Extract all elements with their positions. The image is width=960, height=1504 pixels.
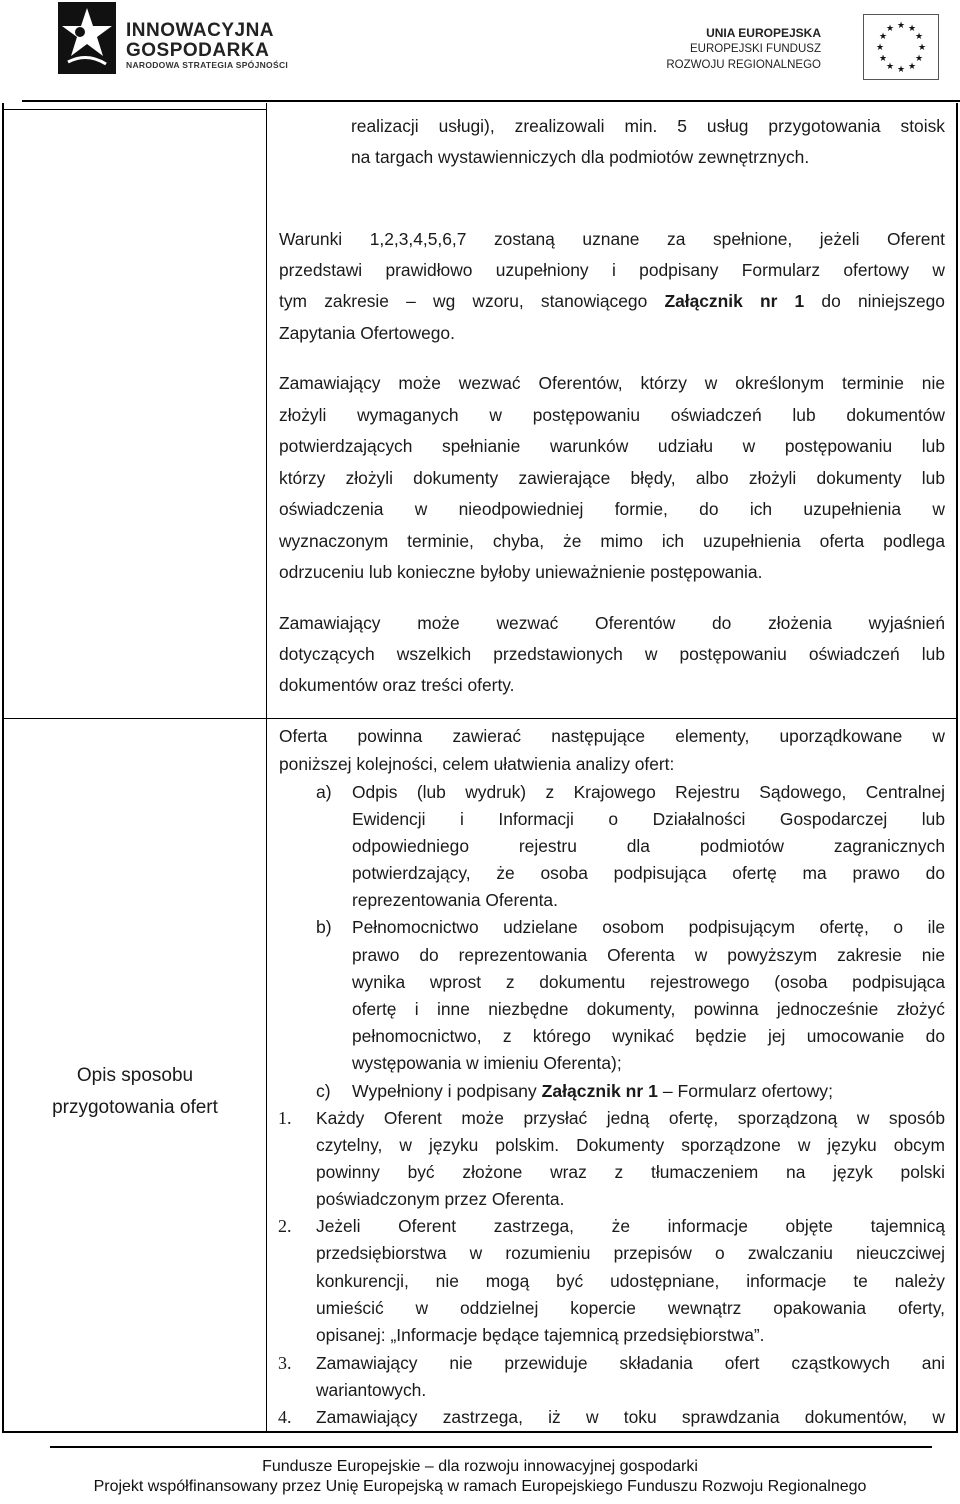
list-number: 3. — [278, 1353, 292, 1373]
text-line: dotyczących wszelkich przedstawionych w postępowaniu oświadczeń lub — [279, 644, 945, 664]
attachment-reference: Załącznik nr 1 — [541, 1081, 658, 1101]
eu-logo-line-3: ROZWOJU REGIONALNEGO — [666, 59, 821, 71]
text-line: Oferta powinna zawierać następujące elementy, uporządkowane w — [279, 726, 945, 746]
page-header — [0, 0, 960, 95]
svg-text:★: ★ — [875, 43, 885, 53]
text-line: złożyli wymaganych w postępowaniu oświadczeń lub dokumentów — [279, 405, 945, 425]
svg-text:★: ★ — [896, 65, 906, 75]
text-line: oświadczenia w nieodpowiedniej formie, do ich uzupełnienia w — [279, 499, 945, 519]
svg-text:★: ★ — [885, 24, 895, 34]
attachment-reference: Załącznik nr 1 — [664, 291, 805, 311]
row-label-line: Opis sposobu — [76, 1065, 194, 1086]
text-line: Pełnomocnictwo udzielane osobom podpisującym ofertę, o ile — [352, 917, 945, 937]
text-line: dokumentów oraz treści oferty. — [279, 675, 515, 695]
list-marker: a) — [316, 782, 332, 802]
text-line: Odpis (lub wydruk) z Krajowego Rejestru Sądowego, Centralnej — [352, 782, 945, 802]
footer-line-2: Projekt współfinansowany przez Unię Europejską w ramach Europejskiego Funduszu Rozwoju Regionalnego — [93, 1478, 867, 1495]
text-line: Zamawiający może wezwać Oferentów do złożenia wyjaśnień — [279, 613, 945, 633]
svg-text:★: ★ — [907, 62, 917, 72]
header-rule — [22, 100, 960, 102]
text-line: reprezentowania Oferenta. — [352, 890, 558, 910]
svg-text:★: ★ — [885, 62, 895, 72]
text-line: Zamawiający może wezwać Oferentów, którzy w określonym terminie nie — [279, 373, 945, 393]
text-line: konkurencji, nie mogą być udostępniane, informacje te należy — [316, 1271, 945, 1291]
text-line: Warunki 1,2,3,4,5,6,7 zostaną uznane za spełnione, jeżeli Oferent — [279, 229, 945, 249]
svg-text:★: ★ — [878, 54, 888, 64]
table-row-divider — [266, 718, 958, 719]
svg-text:★: ★ — [896, 21, 906, 31]
text-line: odpowiedniego rejestru dla podmiotów zagranicznych — [352, 836, 945, 856]
eu-logo-line-1: UNIA EUROPEJSKA — [706, 26, 821, 40]
svg-text:★: ★ — [907, 24, 917, 34]
table-border — [2, 1431, 958, 1433]
text-line: przedstawi prawidłowo uzupełniony i podpisany Formularz ofertowy w — [279, 260, 945, 280]
text-line: Zapytania Ofertowego. — [279, 323, 455, 343]
list-number: 2. — [278, 1216, 292, 1236]
row-label-line: przygotowania ofert — [52, 1097, 218, 1118]
list-marker: b) — [316, 917, 332, 937]
text-line: poświadczonym przez Oferenta. — [316, 1189, 565, 1209]
innowacyjna-gospodarka-logo — [58, 2, 298, 80]
text-line: opisanej: „Informacje będące tajemnicą przedsiębiorstwa”. — [316, 1325, 765, 1345]
text-line: ofertę i inne niezbędne dokumenty, powinna jednocześnie złożyć — [352, 999, 945, 1019]
text-line: wynika wprost z dokumentu rejestrowego (osoba podpisująca — [352, 972, 945, 992]
logo-line-2: GOSPODARKA — [126, 40, 270, 61]
text-line — [279, 286, 945, 317]
text-line: Zamawiający zastrzega, iż w toku sprawdzania dokumentów, w — [316, 1407, 945, 1427]
text-line: potwierdzających spełnianie warunków udziału w postępowaniu lub — [279, 436, 945, 456]
text-span: tym zakresie – wg wzoru, stanowiącego — [279, 291, 665, 311]
text-line: Zamawiający nie przewiduje składania ofert cząstkowych ani — [316, 1353, 945, 1373]
text-line: występowania w imieniu Oferenta); — [352, 1053, 622, 1073]
text-line: poniższej kolejności, celem ułatwienia analizy ofert: — [279, 754, 675, 774]
text-line: Jeżeli Oferent zastrzega, że informacje objęte tajemnicą — [316, 1216, 945, 1236]
text-line: Każdy Oferent może przysłać jedną ofertę, sporządzoną w sposób — [316, 1108, 945, 1128]
text-line: czytelny, w języku polskim. Dokumenty sporządzone w języku obcym — [316, 1135, 945, 1155]
table-row-divider — [2, 718, 267, 719]
svg-text:★: ★ — [914, 54, 924, 64]
eu-logo — [666, 12, 943, 82]
table-border — [266, 103, 267, 1433]
eu-logo-line-2: EUROPEJSKI FUNDUSZ — [690, 43, 821, 55]
list-number: 1. — [278, 1108, 292, 1128]
continuation-line: realizacji usługi), zrealizowali min. 5 usług przygotowania stoisk — [351, 116, 945, 136]
text-span: Wypełniony i podpisany — [352, 1081, 542, 1101]
text-line: odrzuceniu lub konieczne byłoby unieważnienie postępowania. — [279, 562, 763, 582]
text-line: wariantowych. — [316, 1380, 427, 1400]
logo-line-3: NARODOWA STRATEGIA SPÓJNOŚCI — [126, 60, 289, 70]
star-figure-icon — [58, 2, 124, 80]
text-line: potwierdzający, że osoba podpisująca ofertę ma prawo do — [352, 863, 945, 883]
text-line: przedsiębiorstwa w rozumieniu przepisów o zwalczaniu nieuczciwej — [316, 1243, 945, 1263]
text-line: pełnomocnictwo, z którego wynikać będzie jej umocowanie do — [352, 1026, 945, 1046]
svg-text:★: ★ — [878, 32, 888, 42]
svg-text:★: ★ — [917, 43, 927, 53]
text-span: – Formularz ofertowy; — [657, 1081, 833, 1101]
logo-line-1: INNOWACYJNA — [126, 20, 275, 41]
footer-line-1: Fundusze Europejskie – dla rozwoju innowacyjnej gospodarki — [262, 1458, 698, 1475]
text-line: powinny być złożone wraz z tłumaczeniem na język polski — [316, 1162, 945, 1182]
list-number: 4. — [278, 1407, 292, 1427]
svg-text:★: ★ — [914, 32, 924, 42]
text-line: prawo do reprezentowania Oferenta w powyższym zakresie nie — [352, 945, 945, 965]
text-line: Ewidencji i Informacji o Działalności Gospodarczej lub — [352, 809, 945, 829]
text-line — [352, 1078, 945, 1105]
table-border — [956, 103, 958, 1433]
continuation-line: na targach wystawienniczych dla podmiotów zewnętrznych. — [351, 147, 810, 167]
list-marker: c) — [316, 1081, 331, 1101]
text-line: wyznaczonym terminie, chyba, że mimo ich uzupełnienia oferta podlega — [279, 531, 945, 551]
text-line: umieścić w oddzielnej kopercie wewnątrz opakowania oferty, — [316, 1298, 945, 1318]
text-span: do niniejszego — [804, 291, 945, 311]
row-label-offer-preparation — [20, 1060, 250, 1124]
table-border — [2, 103, 4, 1433]
eu-flag-icon — [863, 14, 939, 80]
footer-rule — [50, 1446, 932, 1448]
text-line: którzy złożyli dokumenty zawierające błędy, albo złożyli dokumenty lub — [279, 468, 945, 488]
table-border — [2, 109, 267, 110]
